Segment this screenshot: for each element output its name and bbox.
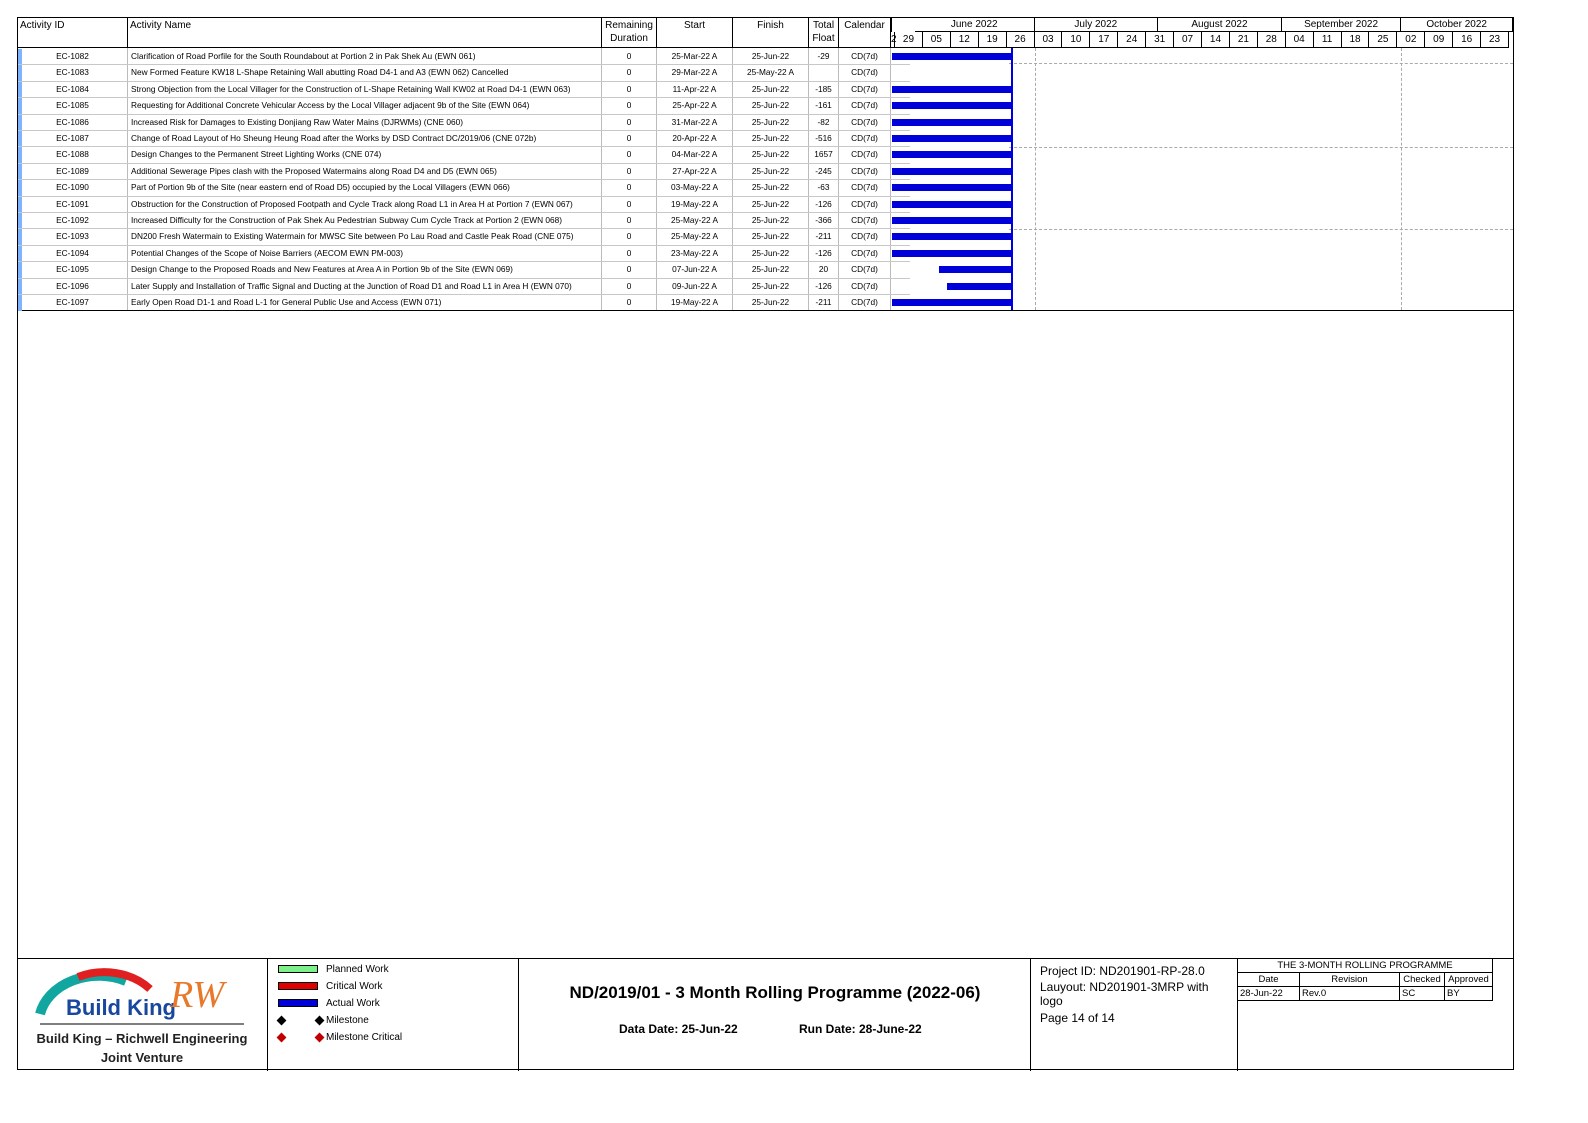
row-divider bbox=[18, 196, 910, 197]
timescale-week: 02 bbox=[1397, 32, 1425, 48]
row-divider bbox=[18, 64, 910, 65]
activity-id-cell: EC-1084 bbox=[18, 81, 128, 97]
remaining-duration-cell: 0 bbox=[602, 97, 657, 113]
row-divider bbox=[18, 294, 910, 295]
actual-work-bar[interactable] bbox=[892, 233, 1011, 240]
title-box bbox=[519, 959, 1031, 1071]
activity-id-cell: EC-1089 bbox=[18, 163, 128, 179]
calendar-cell: CD(7d) bbox=[839, 81, 891, 97]
table-row[interactable] bbox=[18, 146, 1513, 162]
legend-label: Planned Work bbox=[326, 964, 389, 975]
table-row[interactable] bbox=[18, 114, 1513, 130]
actual-work-bar[interactable] bbox=[892, 53, 1011, 60]
remaining-duration-cell: 0 bbox=[602, 114, 657, 130]
calendar-cell: CD(7d) bbox=[839, 261, 891, 277]
company-logo bbox=[18, 959, 268, 1071]
timescale-week: 23 bbox=[1481, 32, 1509, 48]
activity-name-cell: Increased Difficulty for the Construction of Pak Shek Au Pedestrian Subway Cum Cycle Track at Portion 2 (EWN 068) bbox=[128, 212, 602, 228]
remaining-duration-cell: 0 bbox=[602, 278, 657, 294]
total-float-cell: -245 bbox=[809, 163, 839, 179]
table-row[interactable] bbox=[18, 196, 1513, 212]
table-row[interactable] bbox=[18, 261, 1513, 277]
revision-checked: SC bbox=[1400, 987, 1445, 1001]
milestone-diamond-icon bbox=[277, 1016, 287, 1026]
month-gridline bbox=[1401, 48, 1402, 310]
start-cell: 20-Apr-22 A bbox=[657, 130, 733, 146]
start-cell: 03-May-22 A bbox=[657, 179, 733, 195]
finish-cell: 25-Jun-22 bbox=[733, 48, 809, 64]
timescale-week: 31 bbox=[1146, 32, 1174, 48]
actual-work-bar[interactable] bbox=[892, 217, 1011, 224]
calendar-cell: CD(7d) bbox=[839, 64, 891, 80]
finish-cell: 25-Jun-22 bbox=[733, 163, 809, 179]
activity-name-cell: Design Changes to the Permanent Street Lighting Works (CNE 074) bbox=[128, 146, 602, 162]
timescale-week: 2 bbox=[891, 32, 895, 48]
total-float-cell: 20 bbox=[809, 261, 839, 277]
legend-label: Milestone bbox=[326, 1015, 369, 1026]
timescale-month: October 2022 bbox=[1401, 18, 1513, 32]
remaining-duration-cell: 0 bbox=[602, 48, 657, 64]
row-divider bbox=[18, 179, 910, 180]
finish-cell: 25-Jun-22 bbox=[733, 114, 809, 130]
legend-label: Actual Work bbox=[326, 998, 380, 1009]
activity-id-cell: EC-1096 bbox=[18, 278, 128, 294]
remaining-duration-cell: 0 bbox=[602, 212, 657, 228]
total-float-cell: -516 bbox=[809, 130, 839, 146]
timescale-week: 24 bbox=[1118, 32, 1146, 48]
revision-header-revision: Revision bbox=[1300, 973, 1400, 987]
calendar-cell: CD(7d) bbox=[839, 212, 891, 228]
activity-id-cell: EC-1083 bbox=[18, 64, 128, 80]
remaining-duration-cell: 0 bbox=[602, 228, 657, 244]
revision-number: Rev.0 bbox=[1300, 987, 1400, 1001]
col-header-start: Start bbox=[657, 18, 733, 48]
col-header-finish: Finish bbox=[733, 18, 809, 48]
company-name-line2: Joint Venture bbox=[100, 1050, 184, 1065]
actual-work-bar[interactable] bbox=[892, 184, 1011, 191]
gantt-gridline bbox=[1009, 229, 1513, 230]
revision-date: 28-Jun-22 bbox=[1238, 987, 1300, 1001]
timescale-week: 18 bbox=[1342, 32, 1370, 48]
col-header-activity-id: Activity ID bbox=[18, 18, 128, 48]
timescale-week: 04 bbox=[1286, 32, 1314, 48]
timescale-month: July 2022 bbox=[1035, 18, 1159, 32]
timescale-month: August 2022 bbox=[1158, 18, 1282, 32]
milestone-diamond-icon bbox=[277, 1033, 287, 1043]
table-row[interactable] bbox=[18, 163, 1513, 179]
total-float-cell: -211 bbox=[809, 294, 839, 310]
calendar-cell: CD(7d) bbox=[839, 48, 891, 64]
finish-cell: 25-Jun-22 bbox=[733, 146, 809, 162]
calendar-cell: CD(7d) bbox=[839, 278, 891, 294]
activity-id-cell: EC-1087 bbox=[18, 130, 128, 146]
row-divider bbox=[18, 212, 910, 213]
total-float-cell: -161 bbox=[809, 97, 839, 113]
activity-id-cell: EC-1086 bbox=[18, 114, 128, 130]
timescale-week: 17 bbox=[1090, 32, 1118, 48]
start-cell: 19-May-22 A bbox=[657, 294, 733, 310]
legend-swatch bbox=[278, 965, 318, 973]
activity-name-cell: Additional Sewerage Pipes clash with the Proposed Watermains along Road D4 and D5 (EWN 065) bbox=[128, 163, 602, 179]
calendar-cell: CD(7d) bbox=[839, 228, 891, 244]
start-cell: 25-Apr-22 A bbox=[657, 97, 733, 113]
calendar-cell: CD(7d) bbox=[839, 196, 891, 212]
activity-name-cell: DN200 Fresh Watermain to Existing Watermain for MWSC Site between Po Lau Road and Castle Peak Road (CNE 075) bbox=[128, 228, 602, 244]
activity-name-cell: Potential Changes of the Scope of Noise Barriers (AECOM EWN PM-003) bbox=[128, 245, 602, 261]
table-row[interactable] bbox=[18, 179, 1513, 195]
row-divider bbox=[18, 163, 910, 164]
total-float-cell: -126 bbox=[809, 196, 839, 212]
activity-id-cell: EC-1088 bbox=[18, 146, 128, 162]
actual-work-bar[interactable] bbox=[892, 201, 1011, 208]
remaining-duration-cell: 0 bbox=[602, 245, 657, 261]
table-row[interactable] bbox=[18, 81, 1513, 97]
finish-cell: 25-Jun-22 bbox=[733, 179, 809, 195]
month-gridline bbox=[1035, 48, 1036, 310]
timescale-week: 12 bbox=[951, 32, 979, 48]
activity-id-cell: EC-1097 bbox=[18, 294, 128, 310]
timescale-week: 11 bbox=[1314, 32, 1342, 48]
start-cell: 11-Apr-22 A bbox=[657, 81, 733, 97]
calendar-cell: CD(7d) bbox=[839, 179, 891, 195]
remaining-duration-cell: 0 bbox=[602, 163, 657, 179]
finish-cell: 25-Jun-22 bbox=[733, 245, 809, 261]
schedule-sheet bbox=[17, 17, 1514, 1070]
row-divider bbox=[18, 114, 910, 115]
finish-cell: 25-Jun-22 bbox=[733, 212, 809, 228]
remaining-duration-cell: 0 bbox=[602, 294, 657, 310]
actual-work-bar[interactable] bbox=[892, 168, 1011, 175]
timescale-week: 07 bbox=[1174, 32, 1202, 48]
remaining-duration-cell: 0 bbox=[602, 81, 657, 97]
legend-box bbox=[268, 959, 519, 1071]
activity-name-cell: Obstruction for the Construction of Proposed Footpath and Cycle Track along Road L1 in Area H at Portion 7 (EWN 067) bbox=[128, 196, 602, 212]
actual-work-bar[interactable] bbox=[947, 283, 1011, 290]
milestone-diamond-icon bbox=[315, 1016, 325, 1026]
start-cell: 19-May-22 A bbox=[657, 196, 733, 212]
legend-swatch bbox=[278, 999, 318, 1007]
revision-header-date: Date bbox=[1238, 973, 1300, 987]
revision-table-heading: THE 3-MONTH ROLLING PROGRAMME bbox=[1238, 959, 1493, 973]
table-row[interactable] bbox=[18, 278, 1513, 294]
col-header-calendar: Calendar bbox=[839, 18, 891, 48]
start-cell: 09-Jun-22 A bbox=[657, 278, 733, 294]
activity-name-cell: Requesting for Additional Concrete Vehicular Access by the Local Villager adjacent 9b of the Site (EWN 064) bbox=[128, 97, 602, 113]
activity-id-cell: EC-1091 bbox=[18, 196, 128, 212]
activity-id-cell: EC-1093 bbox=[18, 228, 128, 244]
timescale-week: 25 bbox=[1369, 32, 1397, 48]
activity-id-cell: EC-1095 bbox=[18, 261, 128, 277]
total-float-cell: -185 bbox=[809, 81, 839, 97]
title-block bbox=[18, 958, 1513, 1071]
programme-title: ND/2019/01 - 3 Month Rolling Programme (2022-06) bbox=[569, 983, 981, 1002]
total-float-cell: -126 bbox=[809, 278, 839, 294]
total-float-cell: -29 bbox=[809, 48, 839, 64]
calendar-cell: CD(7d) bbox=[839, 130, 891, 146]
calendar-cell: CD(7d) bbox=[839, 163, 891, 179]
finish-cell: 25-Jun-22 bbox=[733, 294, 809, 310]
remaining-duration-cell: 0 bbox=[602, 64, 657, 80]
finish-cell: 25-Jun-22 bbox=[733, 261, 809, 277]
remaining-duration-cell: 0 bbox=[602, 261, 657, 277]
table-row[interactable] bbox=[18, 48, 1513, 64]
timescale-week: 10 bbox=[1062, 32, 1090, 48]
remaining-duration-cell: 0 bbox=[602, 196, 657, 212]
finish-cell: 25-May-22 A bbox=[733, 64, 809, 80]
calendar-cell: CD(7d) bbox=[839, 114, 891, 130]
start-cell: 25-Mar-22 A bbox=[657, 48, 733, 64]
timescale-week: 09 bbox=[1425, 32, 1453, 48]
timescale-week: 14 bbox=[1202, 32, 1230, 48]
remaining-duration-cell: 0 bbox=[602, 130, 657, 146]
data-date: Data Date: 25-Jun-22 bbox=[619, 1022, 738, 1036]
activity-name-cell: New Formed Feature KW18 L-Shape Retaining Wall abutting Road D4-1 and A3 (EWN 062) Cancelled bbox=[128, 64, 602, 80]
actual-work-bar[interactable] bbox=[939, 266, 1011, 273]
start-cell: 04-Mar-22 A bbox=[657, 146, 733, 162]
finish-cell: 25-Jun-22 bbox=[733, 278, 809, 294]
activity-name-cell: Clarification of Road Porfile for the South Roundabout at Portion 2 in Pak Shek Au (EWN 061) bbox=[128, 48, 602, 64]
finish-cell: 25-Jun-22 bbox=[733, 81, 809, 97]
actual-work-bar[interactable] bbox=[892, 135, 1011, 142]
start-cell: 25-May-22 A bbox=[657, 212, 733, 228]
start-cell: 29-Mar-22 A bbox=[657, 64, 733, 80]
actual-work-bar[interactable] bbox=[892, 250, 1011, 257]
layout-name: Lauyout: ND201901-3MRP with logo bbox=[1040, 980, 1209, 1008]
row-divider bbox=[18, 130, 910, 131]
activity-id-cell: EC-1092 bbox=[18, 212, 128, 228]
activity-id-cell: EC-1085 bbox=[18, 97, 128, 113]
timescale-week: 21 bbox=[1230, 32, 1258, 48]
start-cell: 23-May-22 A bbox=[657, 245, 733, 261]
col-header-remaining-duration: Remaining Duration bbox=[602, 18, 657, 48]
activity-id-cell: EC-1094 bbox=[18, 245, 128, 261]
activity-name-cell: Early Open Road D1-1 and Road L-1 for General Public Use and Access (EWN 071) bbox=[128, 294, 602, 310]
table-row[interactable] bbox=[18, 294, 1513, 310]
gantt-gridline bbox=[1009, 63, 1513, 64]
timescale-month: June 2022 bbox=[915, 18, 1035, 32]
total-float-cell: -211 bbox=[809, 228, 839, 244]
col-header-total-float: Total Float bbox=[809, 18, 839, 48]
logo-brand-buildking: Build King bbox=[66, 995, 176, 1020]
timescale-week: 26 bbox=[1007, 32, 1035, 48]
activity-id-cell: EC-1090 bbox=[18, 179, 128, 195]
project-id: Project ID: ND201901-RP-28.0 bbox=[1040, 964, 1205, 978]
table-row[interactable] bbox=[18, 228, 1513, 244]
actual-work-bar[interactable] bbox=[892, 86, 1011, 93]
actual-work-bar[interactable] bbox=[892, 299, 1011, 306]
page-number: Page 14 of 14 bbox=[1040, 1011, 1115, 1025]
activity-name-cell: Part of Portion 9b of the Site (near eastern end of Road D5) occupied by the Local Villagers (EWN 066) bbox=[128, 179, 602, 195]
timescale-week: 05 bbox=[923, 32, 951, 48]
table-row[interactable] bbox=[18, 245, 1513, 261]
timescale-week: 28 bbox=[1258, 32, 1286, 48]
finish-cell: 25-Jun-22 bbox=[733, 97, 809, 113]
actual-work-bar[interactable] bbox=[892, 151, 1011, 158]
table-row[interactable] bbox=[18, 64, 1513, 80]
finish-cell: 25-Jun-22 bbox=[733, 130, 809, 146]
finish-cell: 25-Jun-22 bbox=[733, 228, 809, 244]
calendar-cell: CD(7d) bbox=[839, 97, 891, 113]
actual-work-bar[interactable] bbox=[892, 119, 1011, 126]
row-divider bbox=[18, 278, 910, 279]
timescale-week: 03 bbox=[1035, 32, 1063, 48]
calendar-cell: CD(7d) bbox=[839, 294, 891, 310]
table-row[interactable] bbox=[18, 130, 1513, 146]
activity-name-cell: Change of Road Layout of Ho Sheung Heung Road after the Works by DSD Contract DC/2019/06 (CNE 072b) bbox=[128, 130, 602, 146]
company-name-line1: Build King – Richwell Engineering bbox=[36, 1031, 248, 1046]
total-float-cell: -82 bbox=[809, 114, 839, 130]
revision-header-approved: Approved bbox=[1445, 973, 1493, 987]
activity-name-cell: Increased Risk for Damages to Existing Donjiang Raw Water Mains (DJRWMs) (CNE 060) bbox=[128, 114, 602, 130]
total-float-cell: -366 bbox=[809, 212, 839, 228]
milestone-diamond-icon bbox=[315, 1033, 325, 1043]
legend-label: Milestone Critical bbox=[326, 1032, 403, 1043]
start-cell: 27-Apr-22 A bbox=[657, 163, 733, 179]
calendar-cell: CD(7d) bbox=[839, 146, 891, 162]
start-cell: 25-May-22 A bbox=[657, 228, 733, 244]
remaining-duration-cell: 0 bbox=[602, 146, 657, 162]
total-float-cell: -63 bbox=[809, 179, 839, 195]
revision-header-checked: Checked bbox=[1400, 973, 1445, 987]
timescale-week: 19 bbox=[979, 32, 1007, 48]
revision-approved: BY bbox=[1445, 987, 1493, 1001]
run-date: Run Date: 28-June-22 bbox=[799, 1022, 922, 1036]
gantt-gridline bbox=[1009, 147, 1513, 148]
row-divider bbox=[18, 245, 910, 246]
activity-id-cell: EC-1082 bbox=[18, 48, 128, 64]
table-row[interactable] bbox=[18, 212, 1513, 228]
row-divider bbox=[18, 146, 910, 147]
timescale-month: September 2022 bbox=[1282, 18, 1402, 32]
timescale-week: 29 bbox=[895, 32, 923, 48]
timescale-week: 16 bbox=[1453, 32, 1481, 48]
calendar-cell: CD(7d) bbox=[839, 245, 891, 261]
logo-box bbox=[18, 959, 268, 1071]
finish-cell: 25-Jun-22 bbox=[733, 196, 809, 212]
start-cell: 31-Mar-22 A bbox=[657, 114, 733, 130]
table-row[interactable] bbox=[18, 97, 1513, 113]
legend-swatch bbox=[278, 982, 318, 990]
data-date-line bbox=[1011, 48, 1013, 310]
row-divider bbox=[18, 97, 910, 98]
activity-name-cell: Later Supply and Installation of Traffic Signal and Ducting at the Junction of Road D1 and Road L1 in Area H (EWN 070) bbox=[128, 278, 602, 294]
total-float-cell bbox=[809, 64, 839, 80]
project-info-box bbox=[1031, 959, 1238, 1071]
total-float-cell: -126 bbox=[809, 245, 839, 261]
logo-brand-rw: RW bbox=[170, 974, 225, 1016]
remaining-duration-cell: 0 bbox=[602, 179, 657, 195]
revision-table bbox=[1238, 959, 1513, 1071]
activity-name-cell: Strong Objection from the Local Villager for the Construction of L-Shape Retaining Wall KW02 at Road D4-1 (EWN 063) bbox=[128, 81, 602, 97]
start-cell: 07-Jun-22 A bbox=[657, 261, 733, 277]
activity-name-cell: Design Change to the Proposed Roads and New Features at Area A in Portion 9b of the Site (EWN 069) bbox=[128, 261, 602, 277]
total-float-cell: 1657 bbox=[809, 146, 839, 162]
legend-label: Critical Work bbox=[326, 981, 383, 992]
row-divider bbox=[18, 228, 910, 229]
activity-table bbox=[18, 18, 1513, 311]
col-header-activity-name: Activity Name bbox=[128, 18, 602, 48]
actual-work-bar[interactable] bbox=[892, 102, 1011, 109]
row-divider bbox=[18, 261, 910, 262]
row-divider bbox=[18, 81, 910, 82]
